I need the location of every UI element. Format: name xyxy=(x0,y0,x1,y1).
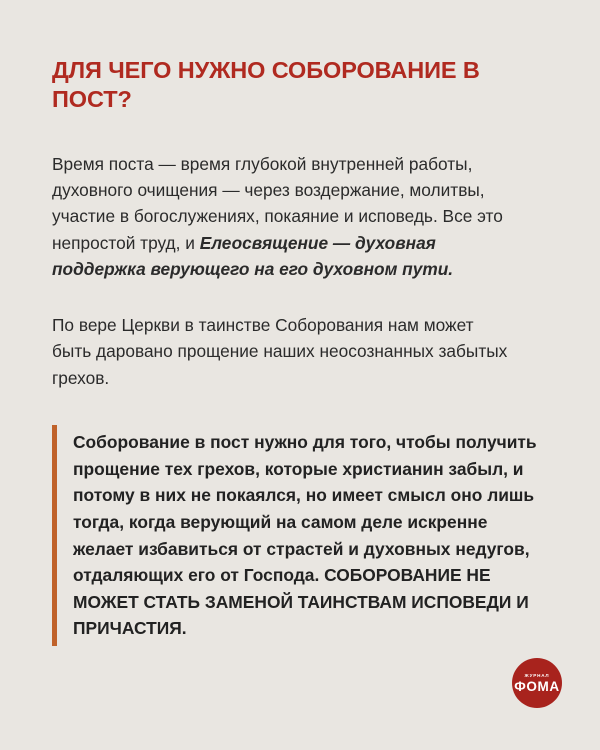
foma-logo xyxy=(512,658,562,708)
page-title: ДЛЯ ЧЕГО НУЖНО СОБОРОВАНИЕ В ПОСТ? xyxy=(52,57,480,113)
logo-top-text: ЖУРНАЛ xyxy=(524,672,550,678)
paragraph-intro-emphasis: Елеосвящение — духовная поддержка верующего на его духовном пути. xyxy=(52,232,454,279)
paragraph-church-belief: По вере Церкви в таинстве Соборования нам может быть даровано прощение наших неосознанных забытых грехов. xyxy=(52,315,508,388)
callout-block xyxy=(52,425,548,646)
logo-main-text: ФОМА xyxy=(514,678,560,694)
paragraph-intro xyxy=(52,151,512,282)
callout-text: Соборование в пост нужно для того, чтобы получить прощение тех грехов, которые христианин забыл, и потому в них не покаялся, но имеет смысл оно лишь тогда, когда верующий на самом деле искренне желает избавиться от страстей и духовных недугов, отдаляющих его от Господа. СОБОРОВАНИЕ НЕ МОЖЕТ СТАТЬ ЗАМЕНОЙ ТАИНСТВАМ ИСПОВЕДИ И ПРИЧАСТИЯ. xyxy=(73,432,537,639)
paragraph-intro-text: Время поста — время глубокой внутренней работы, духовного очищения — через воздержание, молитвы, участие в богослужениях, покаяние и исповедь. Все это непростой труд, и xyxy=(52,153,503,253)
